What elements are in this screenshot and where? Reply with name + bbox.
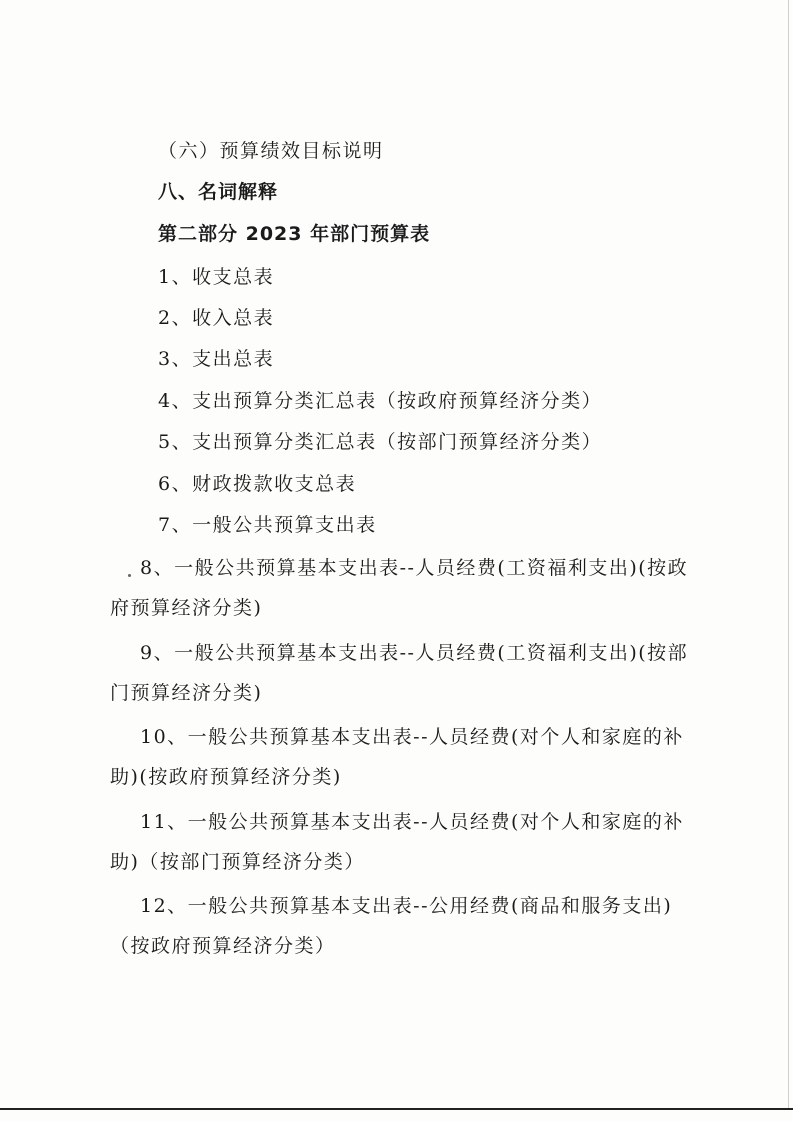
list-item: 1、收支总表 bbox=[158, 266, 275, 288]
list-item-wrapped bbox=[110, 802, 695, 882]
page-bottom-rule bbox=[0, 1108, 793, 1110]
list-item: 2、收入总表 bbox=[158, 307, 275, 329]
list-item-wrapped bbox=[110, 717, 695, 797]
section-heading-glossary: 八、名词解释 bbox=[158, 181, 279, 203]
list-item: 6、财政拨款收支总表 bbox=[158, 473, 357, 495]
scan-speck bbox=[128, 574, 131, 577]
list-item: 5、支出预算分类汇总表（按部门预算经济分类） bbox=[158, 431, 603, 453]
list-item-wrapped bbox=[110, 548, 695, 628]
list-item-text: 9、一般公共预算基本支出表--人员经费(工资福利支出)(按部门预算经济分类) bbox=[110, 642, 689, 704]
list-item-text: 10、一般公共预算基本支出表--人员经费(对个人和家庭的补助)(按政府预算经济分类) bbox=[110, 726, 684, 788]
list-item-text: 12、一般公共预算基本支出表--公用经费(商品和服务支出)（按政府预算经济分类） bbox=[110, 895, 673, 957]
list-item-text: 8、一般公共预算基本支出表--人员经费(工资福利支出)(按政府预算经济分类) bbox=[110, 557, 689, 619]
list-item-wrapped bbox=[110, 633, 695, 713]
section-heading-performance-goals: （六）预算绩效目标说明 bbox=[158, 140, 384, 162]
scan-edge-line bbox=[788, 0, 789, 1110]
part-heading-budget-tables: 第二部分 2023 年部门预算表 bbox=[158, 223, 431, 245]
list-item-text: 11、一般公共预算基本支出表--人员经费(对个人和家庭的补助)（按部门预算经济分类） bbox=[110, 811, 684, 873]
list-item-wrapped bbox=[110, 886, 695, 966]
list-item: 7、一般公共预算支出表 bbox=[158, 514, 377, 536]
list-item: 4、支出预算分类汇总表（按政府预算经济分类） bbox=[158, 390, 603, 412]
list-item: 3、支出总表 bbox=[158, 348, 275, 370]
